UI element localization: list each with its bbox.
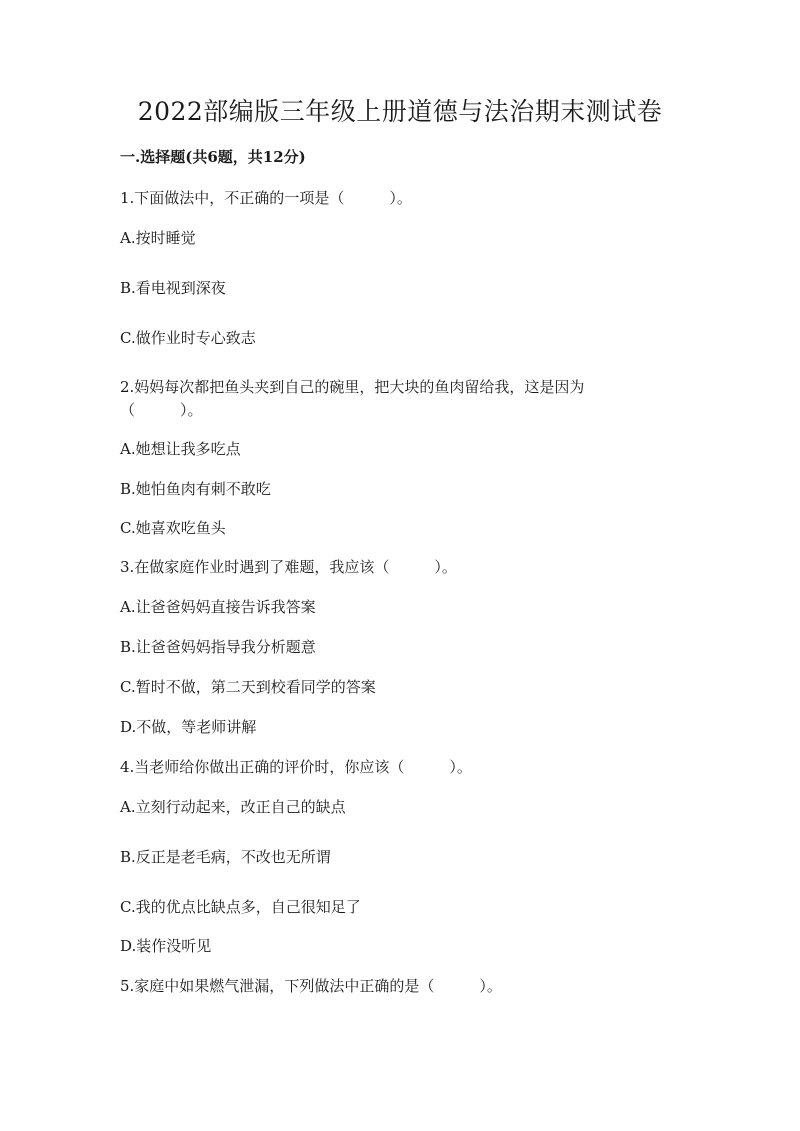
question-3-stem: 3.在做家庭作业时遇到了难题，我应该（ ）。	[120, 558, 457, 576]
question-4-option-a: A.立刻行动起来，改正自己的缺点	[120, 798, 346, 816]
question-1-stem: 1.下面做法中，不正确的一项是（ ）。	[120, 189, 412, 207]
question-3-option-d: D.不做，等老师讲解	[120, 718, 257, 736]
question-2-option-c: C.她喜欢吃鱼头	[120, 519, 226, 537]
question-1-option-c: C.做作业时专心致志	[120, 329, 256, 347]
section-heading: 一.选择题(共6题，共12分)	[120, 148, 306, 166]
question-2-option-b: B.她怕鱼肉有刺不敢吃	[120, 480, 271, 498]
page-title: 2022部编版三年级上册道德与法治期末测试卷	[137, 97, 663, 126]
question-4-stem: 4.当老师给你做出正确的评价时，你应该（ ）。	[120, 758, 472, 776]
question-1-option-b: B.看电视到深夜	[120, 279, 226, 297]
question-2-stem-line1: 2.妈妈每次都把鱼头夹到自己的碗里，把大块的鱼肉留给我，这是因为	[120, 378, 585, 396]
question-5-stem: 5.家庭中如果燃气泄漏，下列做法中正确的是（ ）。	[120, 977, 502, 995]
question-2-stem-line2: （ ）。	[120, 401, 203, 419]
question-3-option-c: C.暂时不做，第二天到校看同学的答案	[120, 678, 376, 696]
question-1-option-a: A.按时睡觉	[120, 229, 196, 247]
question-4-option-b: B.反正是老毛病，不改也无所谓	[120, 848, 331, 866]
question-4-option-c: C.我的优点比缺点多，自己很知足了	[120, 898, 361, 916]
question-2-option-a: A.她想让我多吃点	[120, 440, 241, 458]
question-3-option-a: A.让爸爸妈妈直接告诉我答案	[120, 598, 316, 616]
question-3-option-b: B.让爸爸妈妈指导我分析题意	[120, 638, 316, 656]
question-4-option-d: D.装作没听见	[120, 937, 212, 955]
